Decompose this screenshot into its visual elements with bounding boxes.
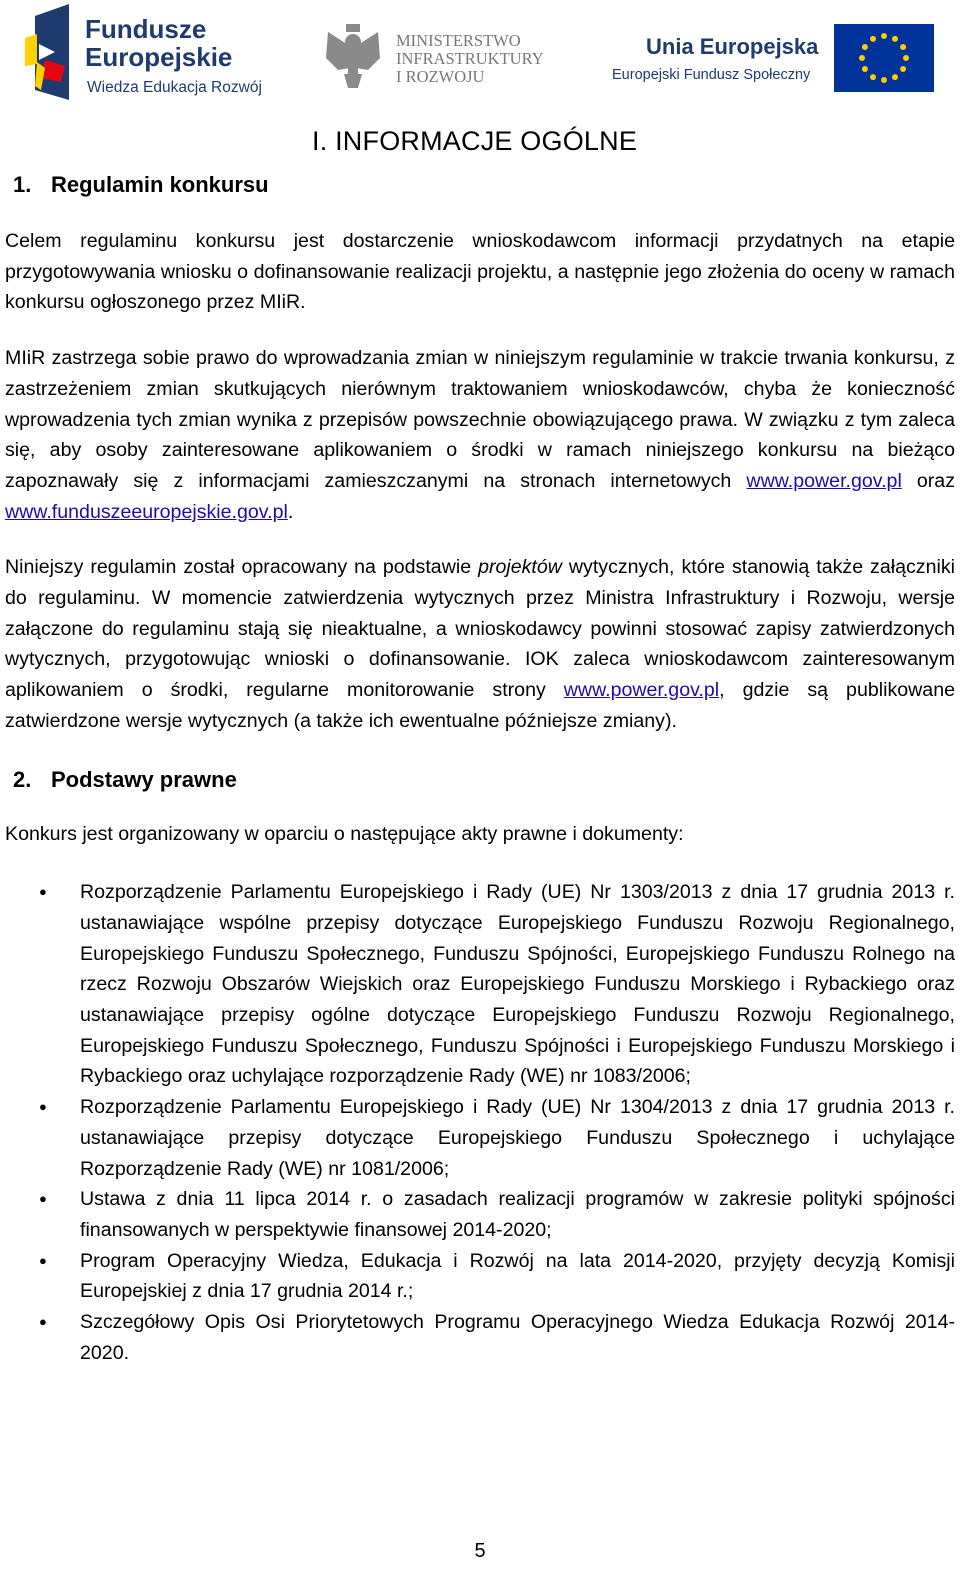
funduszeeuropejskie-link[interactable]: www.funduszeeuropejskie.gov.pl — [5, 500, 288, 523]
eu-star-icon — [881, 33, 887, 39]
svg-text:MINISTERSTWO: MINISTERSTWO — [396, 31, 521, 50]
svg-text:Europejskie: Europejskie — [85, 42, 233, 72]
section-title: Regulamin konkursu — [51, 172, 269, 197]
eu-star-icon — [892, 36, 898, 42]
svg-text:Fundusze: Fundusze — [85, 14, 207, 44]
list-item: ● Rozporządzenie Parlamentu Europejskiego i Rady (UE) Nr 1304/2013 z dnia 17 grudnia 2013 r. ustanawiające przepisy dotyczące Europejskiego Funduszu Społecznego i uchylające Rozporządzenie Rady (WE) nr 1081/2006; — [5, 1092, 955, 1184]
eu-star-icon — [859, 55, 865, 61]
main-title: I. INFORMACJE OGÓLNE — [312, 126, 638, 156]
power-gov-link[interactable]: www.power.gov.pl — [563, 679, 720, 702]
list-item: ● Szczegółowy Opis Osi Priorytetowych Programu Operacyjnego Wiedza Edukacja Rozwój 2014-2020. — [5, 1307, 955, 1368]
list-item: ● Rozporządzenie Parlamentu Europejskiego i Rady (UE) Nr 1303/2013 z dnia 17 grudnia 2013 r. ustanawiające wspólne przepisy dotyczące Europejskiego Funduszu Rozwoju Regionalnego, Europejskiego Funduszu Społecznego, Funduszu Spójności, Europejskiego Funduszu Rolnego na rzecz Rozwoju Obszarów Wiejskich oraz Europejskiego Funduszu Morskiego i Rybackiego oraz ustanawiające przepisy ogólne dotyczące Europejskiego Funduszu Rozwoju Regionalnego, Europejskiego Funduszu Społecznego, Funduszu Spójności i Europejskiego Funduszu Morskiego i Rybackiego oraz uchylające rozporządzenie Rady (WE) nr 1083/2006; — [5, 877, 955, 1092]
paragraph-4: Konkurs jest organizowany w oparciu o następujące akty prawne i dokumenty: — [5, 822, 684, 845]
section-heading-2 — [13, 763, 955, 797]
eu-star-icon — [892, 74, 898, 80]
eu-star-icon — [900, 66, 906, 72]
legal-acts-list — [5, 877, 955, 1368]
svg-text:Wiedza Edukacja Rozwój: Wiedza Edukacja Rozwój — [87, 79, 262, 96]
eu-star-icon — [881, 77, 887, 83]
svg-text:INFRASTRUKTURY: INFRASTRUKTURY — [396, 49, 544, 68]
eu-star-icon — [903, 55, 909, 61]
power-gov-link[interactable]: www.power.gov.pl — [746, 469, 902, 492]
section-title: Podstawy prawne — [51, 766, 237, 792]
svg-text:Unia Europejska: Unia Europejska — [646, 34, 819, 59]
ministry-logo — [322, 22, 562, 94]
list-item: ● Program Operacyjny Wiedza, Edukacja i Rozwój na lata 2014-2020, przyjęty decyzją Komisji Europejskiej z dnia 17 grudnia 2014 r.; — [5, 1246, 955, 1307]
eagle-emblem-icon — [326, 24, 380, 88]
section-heading-1 — [13, 168, 955, 202]
document-body — [5, 168, 955, 1369]
eu-star-icon — [862, 66, 868, 72]
section-number: 1. — [13, 172, 32, 197]
eu-star-icon — [870, 74, 876, 80]
logo-bar — [0, 0, 960, 110]
list-item: ● Ustawa z dnia 11 lipca 2014 r. o zasadach realizacji programów w zakresie polityki spójności finansowanych w perspektywie finansowej 2014-2020; — [5, 1184, 955, 1245]
eu-star-icon — [870, 36, 876, 42]
eu-star-icon — [862, 44, 868, 50]
fundusze-europejskie-logo — [25, 4, 270, 104]
paragraph-1: Celem regulaminu konkursu jest dostarczenie wnioskodawcom informacji przydatnych na etapie przygotowywania wniosku o dofinansowanie realizacji projektu, a następnie jego złożenia do oceny w ramach konkursu ogłoszonego przez MIiR. — [5, 230, 955, 314]
paragraph-3: Niniejszy regulamin został opracowany na podstawie projektów wytycznych, które stanowią także załączniki do regulaminu. W momencie zatwierdzenia wytycznych przez Ministra Infrastruktury i Rozwoju, wersje załączone do regulaminu stają się nieaktualne, a wnioskodawcy powinni stosować zapisy zatwierdzonych wytycznych, przygotowując wnioski o dofinansowanie. IOK zaleca wnioskodawcom zainteresowanym aplikowaniem o środki, regularne monitorowanie strony www.power.gov.pl, gdzie są publikowane zatwierdzone wersje wytycznych (a także ich ewentualne późniejsze zmiany). — [5, 556, 955, 732]
paragraph-2: MIiR zastrzega sobie prawo do wprowadzania zmian w niniejszym regulaminie w trakcie trwania konkursu, z zastrzeżeniem zmian skutkujących nierównym traktowaniem wnioskodawców, chyba że konieczność wprowadzenia tych zmian wynika z przepisów powszechnie obowiązującego prawa. W związku z tym zaleca się, aby osoby zainteresowane aplikowaniem o środki w ramach niniejszego konkursu na bieżąco zapoznawały się z informacjami zamieszczanymi na stronach internetowych www.power.gov.pl oraz www.funduszeeuropejskie.gov.pl. — [5, 347, 955, 523]
section-number: 2. — [13, 766, 32, 792]
svg-text:I ROZWOJU: I ROZWOJU — [396, 67, 485, 86]
svg-text:Europejski Fundusz Społeczny: Europejski Fundusz Społeczny — [612, 67, 811, 83]
page-number: 5 — [474, 1540, 486, 1562]
eu-star-icon — [900, 44, 906, 50]
eu-logo — [612, 24, 934, 94]
